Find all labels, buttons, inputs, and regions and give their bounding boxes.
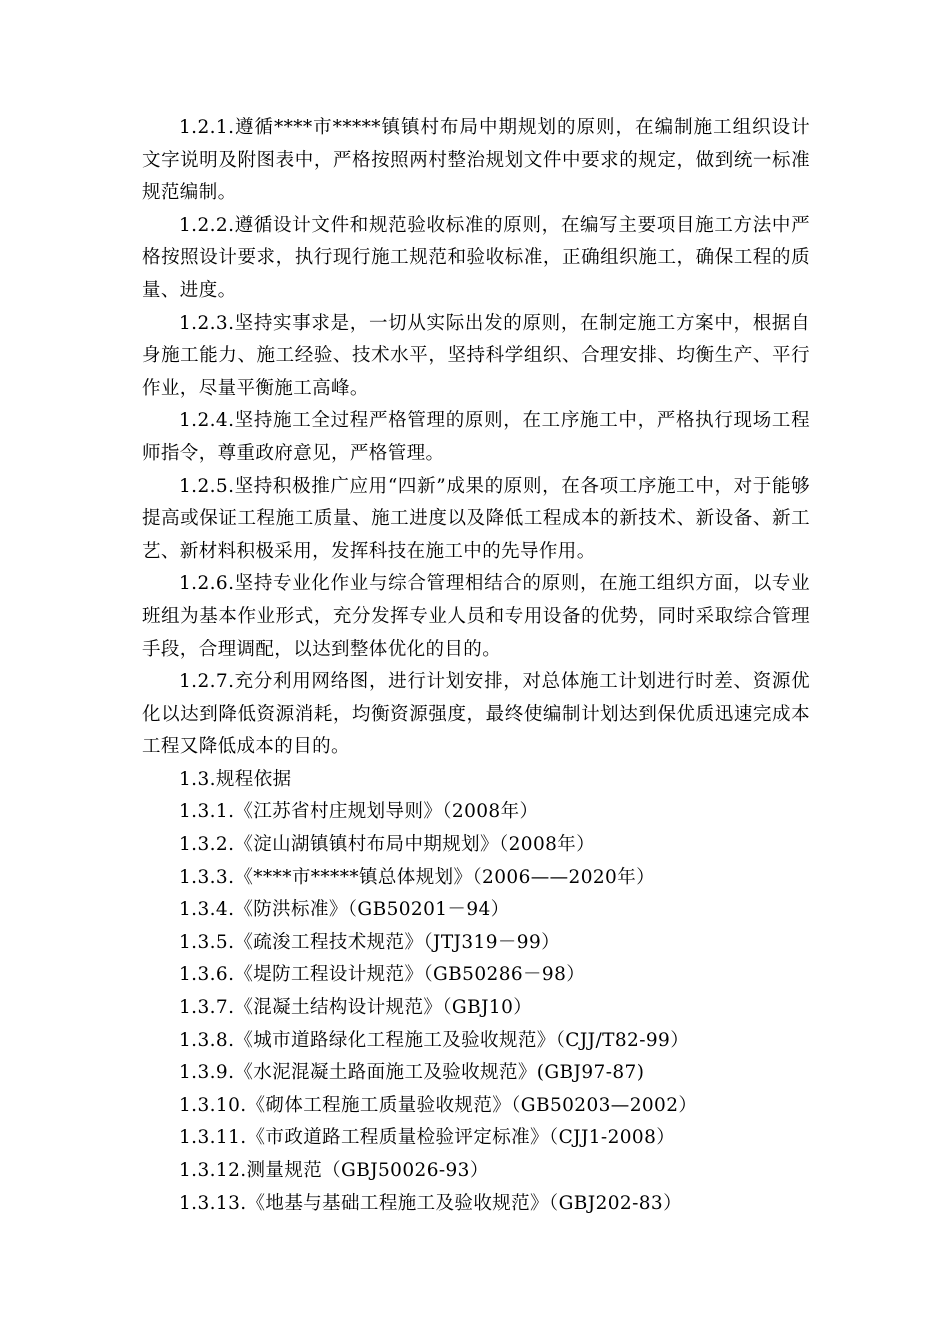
list-item: 1.3.13.《地基与基础工程施工及验收规范》（GBJ202-83）	[179, 1192, 682, 1214]
list-item: 1.3.6.《堤防工程设计规范》（GB50286－98）	[179, 964, 586, 986]
list-item: 1.3.9.《水泥混凝土路面施工及验收规范》(GBJ97-87)	[179, 1062, 645, 1084]
paragraph-1-2-2: 1.2.2.遵循设计文件和规范验收标准的原则，在编写主要项目施工方法中严格按照设计要求，执行现行施工规范和验收标准，正确组织施工，确保工程的质量、进度。	[142, 214, 810, 301]
list-item: 1.3.11.《市政道路工程质量检验评定标准》（CJJ1-2008）	[179, 1127, 676, 1149]
list-item: 1.3.12.测量规范（GBJ50026-93）	[179, 1160, 489, 1181]
paragraph-1-2-6: 1.2.6.坚持专业化作业与综合管理相结合的原则，在施工组织方面，以专业班组为基本作业形式，充分发挥专业人员和专用设备的优势，同时采取综合管理手段，合理调配，以达到整体优化的目的。	[142, 573, 810, 660]
list-item: 1.3.3.《****市*****镇总体规划》（2006——2020年）	[179, 866, 656, 888]
list-item: 1.3.8.《城市道路绿化工程施工及验收规范》（CJJ/T82-99）	[179, 1029, 690, 1051]
paragraph-1-2-3: 1.2.3.坚持实事求是，一切从实际出发的原则，在制定施工方案中，根据自身施工能力、施工经验、技术水平，坚持科学组织、合理安排、均衡生产、平行作业，尽量平衡施工高峰。	[142, 312, 810, 399]
paragraph-1-2-1: 1.2.1.遵循****市*****镇镇村布局中期规划的原则，在编制施工组织设计文字说明及附图表中，严格按照两村整治规划文件中要求的规定，做到统一标准规范编制。	[142, 117, 810, 204]
list-item: 1.3.10.《砌体工程施工质量验收规范》（GB50203—2002）	[179, 1094, 698, 1116]
list-item: 1.3.1.《江苏省村庄规划导则》（2008年）	[179, 801, 539, 823]
paragraph-1-2-5: 1.2.5.坚持积极推广应用“四新”成果的原则，在各项工序施工中，对于能够提高或保证工程施工质量、施工进度以及降低工程成本的新技术、新设备、新工艺、新材料积极采用，发挥科技在施工中的先导作用。	[142, 475, 810, 562]
list-item: 1.3.5.《疏浚工程技术规范》（JTJ319－99）	[179, 931, 561, 953]
document-page	[142, 112, 810, 1220]
list-item: 1.3.7.《混凝土结构设计规范》（GBJ10）	[179, 997, 533, 1019]
paragraph-1-2-7: 1.2.7.充分利用网络图，进行计划安排，对总体施工计划进行时差、资源优化以达到降低资源消耗，均衡资源强度，最终使编制计划达到保优质迅速完成本工程又降低成本的目的。	[142, 671, 810, 758]
list-item: 1.3.2.《淀山湖镇镇村布局中期规划》（2008年）	[179, 834, 596, 856]
paragraph-1-2-4: 1.2.4.坚持施工全过程严格管理的原则，在工序施工中，严格执行现场工程师指令，尊重政府意见，严格管理。	[142, 410, 810, 464]
section-heading: 1.3.规程依据	[179, 768, 292, 790]
list-item: 1.3.4.《防洪标准》（GB50201－94）	[179, 899, 510, 921]
